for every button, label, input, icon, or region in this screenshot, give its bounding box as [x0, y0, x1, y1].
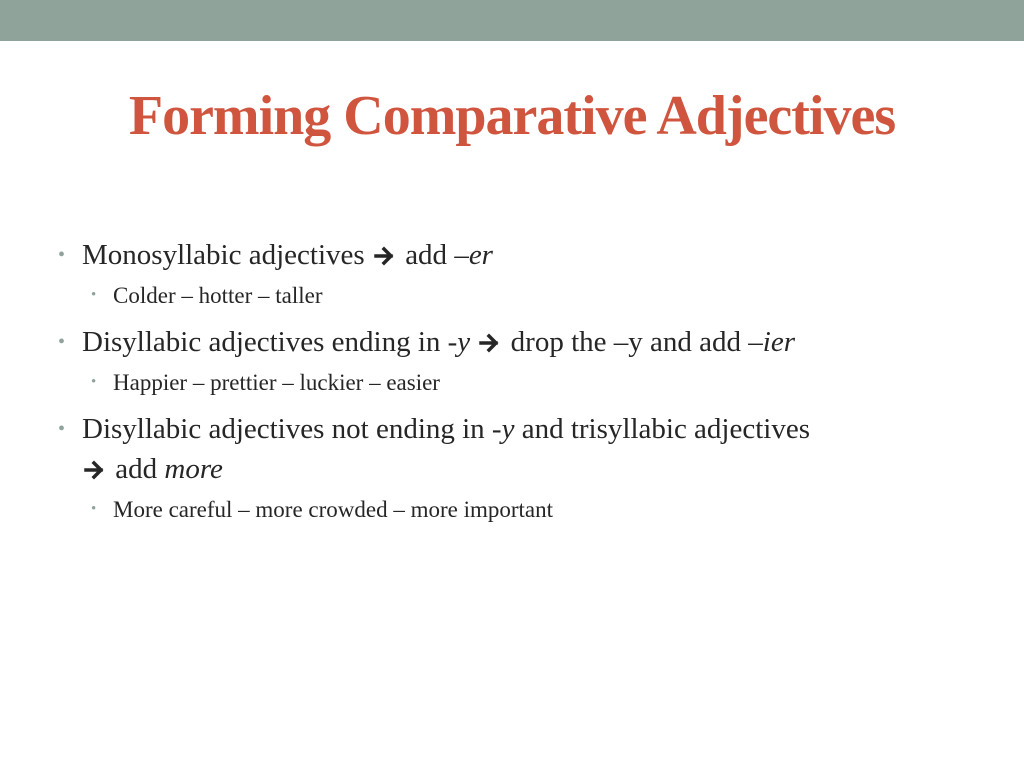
- slide-title: Forming Comparative Adjectives: [128, 85, 896, 147]
- bullet-dot: •: [58, 418, 66, 440]
- suffix-text: more: [164, 453, 223, 485]
- sub-bullet-dot: •: [91, 374, 97, 390]
- suffix-text: –er: [454, 239, 493, 271]
- bullet-item-disyllabic-other: [56, 409, 976, 489]
- bullet-dot: •: [58, 331, 66, 353]
- right-arrow-icon: [477, 333, 503, 353]
- bullet-dot: •: [58, 244, 66, 266]
- bullet-text-rule: add: [397, 239, 455, 271]
- example-text: More careful – more crowded – more important: [113, 497, 554, 522]
- bullet-text-rule: drop the –y and add: [503, 326, 749, 358]
- right-arrow-icon: [82, 460, 108, 480]
- bullet-text: Monosyllabic adjectives: [82, 239, 365, 271]
- suffix-text: –ier: [748, 326, 795, 358]
- sub-bullet-dot: •: [91, 287, 97, 303]
- bullet-text-tail: and trisyllabic adjectives: [514, 413, 811, 445]
- italic-y: y: [457, 326, 471, 358]
- bullet-text: Disyllabic adjectives not ending in -: [82, 413, 502, 445]
- example-text: Colder – hotter – taller: [113, 283, 323, 308]
- bullet-text-rule: add: [108, 453, 165, 485]
- bullet-list: [56, 235, 976, 526]
- top-accent-bar: [0, 0, 1024, 41]
- right-arrow-icon: [372, 246, 398, 266]
- sub-bullet-example: [56, 493, 976, 526]
- sub-bullet-example: [56, 366, 976, 399]
- bullet-item-monosyllabic: [56, 235, 976, 275]
- example-text: Happier – prettier – luckier – easier: [113, 370, 440, 395]
- bullet-item-disyllabic-y: [56, 322, 976, 362]
- italic-y: y: [501, 413, 515, 445]
- sub-bullet-dot: •: [91, 501, 97, 517]
- bullet-text: Disyllabic adjectives ending in -: [82, 326, 458, 358]
- sub-bullet-example: [56, 279, 976, 312]
